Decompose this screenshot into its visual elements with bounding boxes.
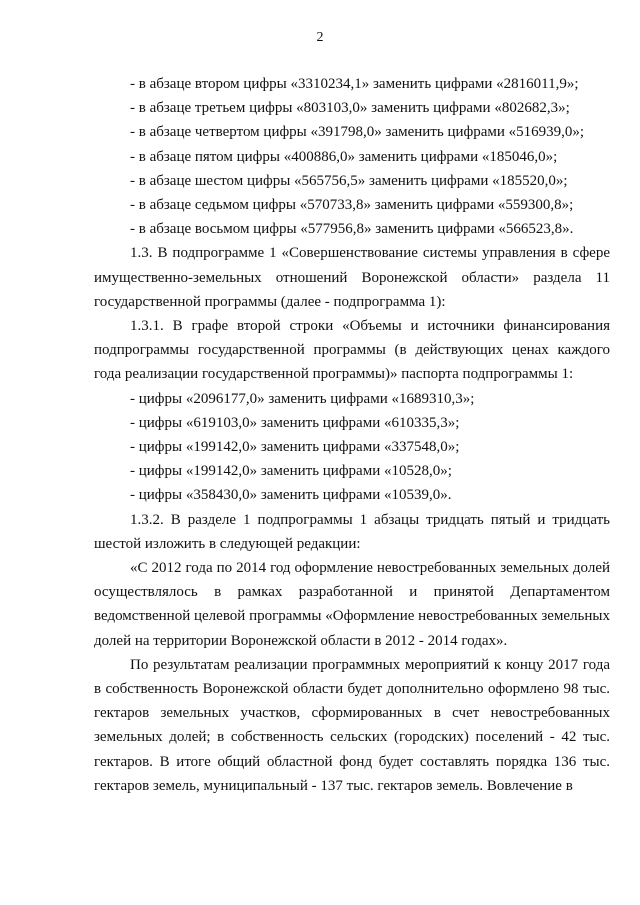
list-item: - цифры «199142,0» заменить цифрами «10528,0»; bbox=[130, 463, 452, 480]
list-item: - в абзаце пятом цифры «400886,0» заменить цифрами «185046,0»; bbox=[130, 148, 558, 165]
page-number: 2 bbox=[316, 30, 324, 45]
list-item: - цифры «619103,0» заменить цифрами «610335,3»; bbox=[130, 414, 460, 431]
paragraph-1-3-1: 1.3.1. В графе второй строки «Объемы и источники финансирования подпрограммы государственной программы (в действующих ценах каждого года реализации государственной программы)» паспорта подпрограммы 1: bbox=[94, 318, 610, 383]
list-item: - в абзаце шестом цифры «565756,5» заменить цифрами «185520,0»; bbox=[130, 172, 568, 189]
list-item: - в абзаце втором цифры «3310234,1» заменить цифрами «2816011,9»; bbox=[130, 76, 579, 92]
paragraph-results: По результатам реализации программных мероприятий к концу 2017 года в собственность Воронежской области будет дополнительно оформлено 98 тыс. гектаров земельных участков, сформированных в счет невостребованных земельных долей; в собственность сельских (городских) поселений - 42 тыс. гектаров. В итоге общий областной фонд будет составлять порядка 136 тыс. гектаров земель, муниципальный - 137 тыс. гектаров земель. Вовлечение в bbox=[94, 656, 610, 794]
list-item: - в абзаце седьмом цифры «570733,8» заменить цифрами «559300,8»; bbox=[130, 197, 574, 214]
list-item: - в абзаце четвертом цифры «391798,0» заменить цифрами «516939,0»; bbox=[130, 124, 585, 141]
paragraph-1-3: 1.3. В подпрограмме 1 «Совершенствование системы управления в сфере имущественно-земельных отношений Воронежской области» раздела 11 государственной программы (далее - подпрограмма 1): bbox=[94, 245, 610, 310]
paragraph-1-3-2: 1.3.2. В разделе 1 подпрограммы 1 абзацы тридцать пятый и тридцать шестой изложить в следующей редакции: bbox=[94, 511, 610, 552]
quoted-paragraph: «С 2012 года по 2014 год оформление невостребованных земельных долей осуществлялось в рамках разработанной и принятой Департаментом ведомственной целевой программы «Оформление невостребованных земельных долей на территории Воронежской области в 2012 - 2014 годах». bbox=[94, 560, 610, 649]
list-item: - цифры «199142,0» заменить цифрами «337548,0»; bbox=[130, 439, 460, 456]
list-item: - цифры «2096177,0» заменить цифрами «1689310,3»; bbox=[130, 390, 475, 407]
list-item: - в абзаце третьем цифры «803103,0» заменить цифрами «802682,3»; bbox=[130, 100, 570, 117]
list-item: - цифры «358430,0» заменить цифрами «10539,0». bbox=[130, 487, 452, 504]
list-item: - в абзаце восьмом цифры «577956,8» заменить цифрами «566523,8». bbox=[130, 221, 574, 238]
document-body bbox=[94, 72, 610, 798]
